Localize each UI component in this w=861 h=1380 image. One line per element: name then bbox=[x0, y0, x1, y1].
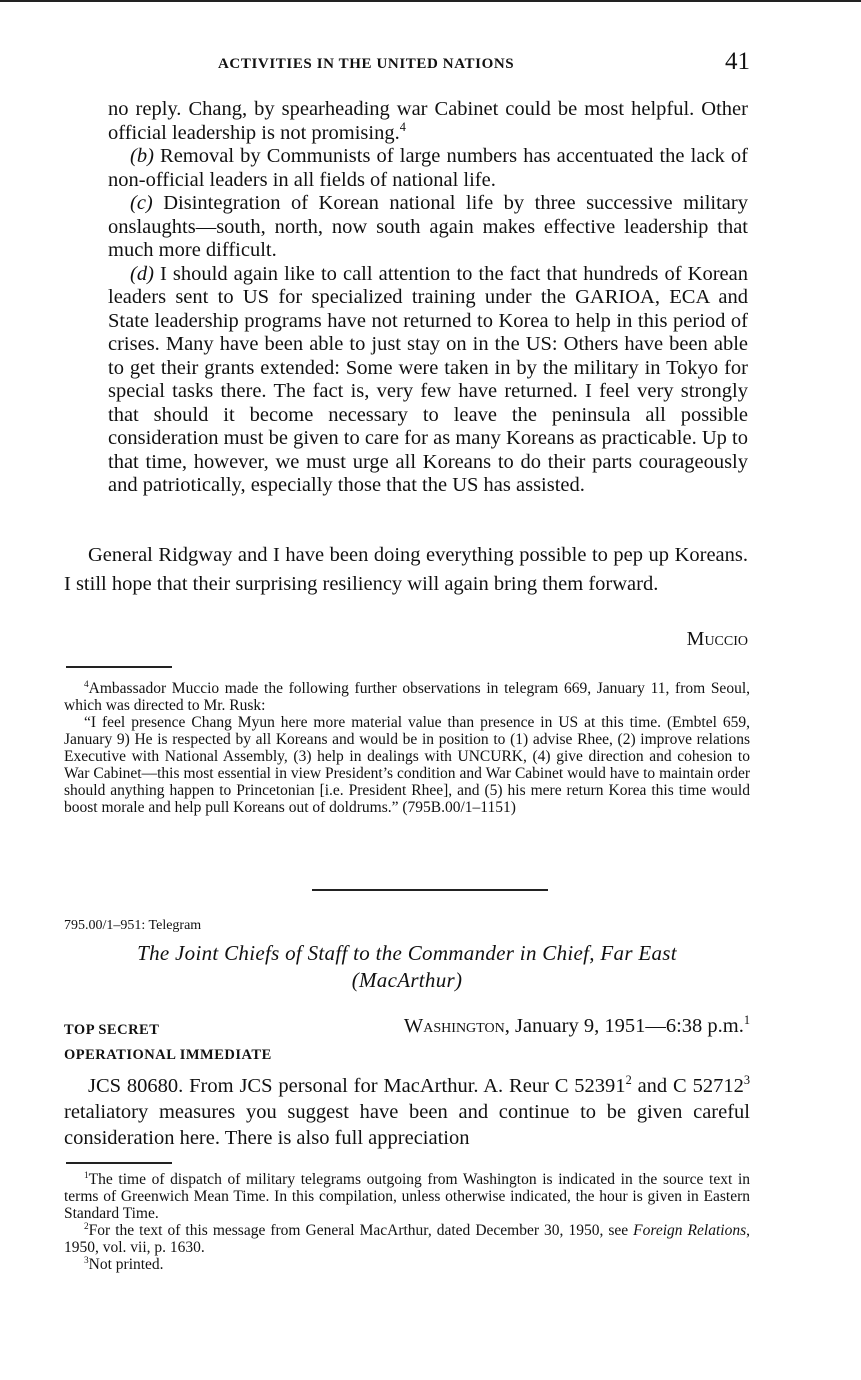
page-number: 41 bbox=[725, 48, 750, 75]
footnote-3: $^3$Not printed. bbox=[84, 1255, 164, 1273]
paragraph-c: (c) Disintegration of Korean national life by three successive military onslaughts—south, north, now south again makes effective leadership that much more difficult. bbox=[108, 192, 748, 261]
telegram-continuation bbox=[108, 98, 748, 498]
running-title: ACTIVITIES IN THE UNITED NATIONS bbox=[218, 56, 515, 72]
footnote-ref-4: 4 bbox=[399, 119, 406, 134]
footnote-4: $^4$Ambassador Muccio made the following further observations in telegram 669, January 11, from Seoul, which was directed to Mr. Rusk: “I feel presence Chang Myun here more material value than presence in US at this time. (Embtel 659, January 9) He is respected by all Koreans and would be in position to (1) advise Rhee, (2) improve relations Executive with National Assembly, (3) help in dealings with UNCURK, (4) give direction and cohesion to War Cabinet—this most essential in view President’s condition and War Cabinet would have to maintain order should anything happen to Princetonian [i.e. President Rhee], and (5) his mere return Korea this time would boost morale and help pull Koreans out of doldrums.” (795B.00/1–1151) bbox=[64, 679, 750, 816]
top-border bbox=[0, 0, 861, 2]
file-number: 795.00/1–951: Telegram bbox=[64, 918, 202, 933]
section-divider bbox=[312, 889, 548, 891]
paragraph-d: (d) I should again like to call attention to the fact that hundreds of Korean leaders sent to US for specialized training under the GARIOA, ECA and State leadership programs have not returned to Korea to help in this period of crises. Many have been able to just stay on in the US: Others have been able to get their grants extended: Some were taken in by the military in Tokyo for special tasks there. The fact is, very few have returned. I feel very strongly that should it become necessary to leave the peninsula all possible consideration must be given to care for as many Koreans as practicable. Up to that time, however, we must urge all Koreans to do their parts courageously and patriotically, especially those that the US has assisted. bbox=[108, 262, 748, 496]
precedence: OPERATIONAL IMMEDIATE bbox=[64, 1047, 272, 1063]
signature: Muccio bbox=[686, 628, 748, 650]
dateline: Washington, January 9, 1951—6:38 p.m.$^1$ bbox=[403, 1013, 750, 1037]
footnote-4-quote: “I feel presence Chang Myun here more material value than presence in US at this time. (Embtel 659, January 9) He is respected by all Koreans and would be in position to (1) advise Rhee, (2) improve relations Executive with National Assembly, (3) help in dealings with UNCURK, (4) give direction and cohesion to War Cabinet—this most essential in view President’s condition and War Cabinet would have to maintain order should anything happen to Princetonian [i.e. President Rhee], and (5) his mere return Korea this time would boost morale and help pull Koreans out of doldrums.” (795B.00/1–1151) bbox=[64, 714, 750, 816]
paragraph-b: (b) Removal by Communists of large numbers has accentuated the lack of non-official leaders in all fields of national life. bbox=[108, 145, 748, 191]
telegram-body: JCS 80680. From JCS personal for MacArthur. A. Reur C 52391$^2$ and C 52712$^3$ retaliatory measures you suggest have been and continue to be given careful consideration here. There is also full appreciation bbox=[64, 1073, 750, 1149]
classification: TOP SECRET bbox=[64, 1022, 160, 1038]
footnote-2: $^2$For the text of this message from General MacArthur, dated December 30, 1950, see Foreign Relations, 1950, vol. vii, p. 1630. bbox=[64, 1221, 750, 1256]
footnote-1: $^1$The time of dispatch of military telegrams outgoing from Washington is indicated in the source text in terms of Greenwich Mean Time. In this compilation, unless otherwise indicated, the hour is given in Eastern Standard Time. bbox=[64, 1170, 750, 1222]
footnote-divider bbox=[66, 666, 172, 668]
closing-paragraph: General Ridgway and I have been doing everything possible to pep up Koreans. I still hope that their surprising resiliency will again bring them forward. bbox=[64, 544, 748, 595]
document-title: The Joint Chiefs of Staff to the Commander in Chief, Far East (MacArthur) bbox=[137, 941, 677, 992]
paragraph-a-end: no reply. Chang, by spearheading war Cabinet could be most helpful. Other official leadership is not promising.$^4$ bbox=[108, 98, 748, 144]
footnote-divider-2 bbox=[66, 1162, 172, 1164]
footnotes-bottom bbox=[64, 1171, 750, 1273]
